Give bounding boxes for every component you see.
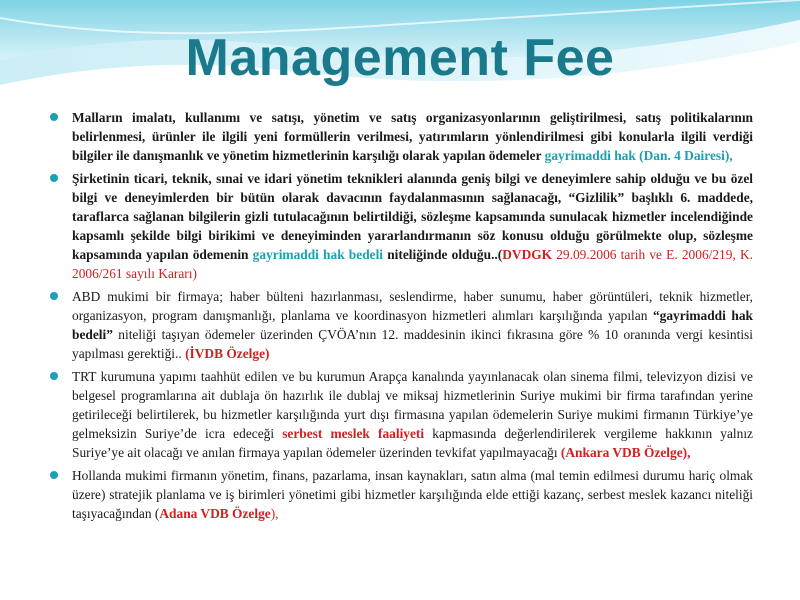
bullet-icon [50, 471, 58, 479]
citation-highlight: Adana VDB Özelge [159, 506, 271, 521]
bullet-text: niteliğinde olduğu..( [383, 247, 503, 262]
bullet-item [50, 466, 753, 523]
citation-text: 29.09.2006 tarih ve E. 2006/219, K. 2006/261 sayılı Kararı) [72, 247, 753, 281]
page-title: Management Fee [185, 29, 615, 87]
bullet-item [50, 287, 753, 363]
bullet-item [50, 108, 753, 165]
bullet-text: niteliği taşıyan ödemeler üzerinden ÇVÖA’nın 12. maddesinin ikinci fıkrasına göre % 10 oranında vergi kesintisi yapılması gerektiği.. [72, 327, 753, 361]
citation-text: ), [270, 506, 279, 521]
bullet-icon [50, 372, 58, 380]
highlight-text: gayrimaddi hak bedeli [252, 247, 384, 262]
bullet-text: ABD mukimi bir firmaya; haber bülteni hazırlanması, seslendirme, haber sunumu, haber görüntüleri, teknik hizmetler, organizasyon, program danışmanlığı, planlama ve koordinasyon hizmetleri alımları karşılığında yapılan [72, 289, 753, 323]
bullet-text: Şirketinin ticari, teknik, sınai ve idari yönetim teknikleri alanında geniş bilgi ve deneyimlere sahip olduğu ve bu özel bilgi ve deneyimlerden bir bütün olarak davacının faydalanmasının sağlanacağı, “Gizlilik” başlıklı 6. maddede, taraflarca sağlanan bilgilerin gizli tutulacağının belirtildiği, sözleşme kapsamında sunulacak hizmetler incelendiğinde kapsamlı şekilde bilgi birikimi ve deneyiminden yararlandırmanın söz konusu olduğu görülmekte olup, sözleşme kapsamında yapılan ödemenin [72, 171, 753, 262]
citation-highlight: DVDGK [502, 247, 553, 262]
bullet-item [50, 367, 753, 462]
bullet-item [50, 169, 753, 283]
highlight-text: “gayrimaddi hak bedeli” [72, 308, 753, 342]
highlight-text: gayrimaddi hak (Dan. 4 Dairesi), [544, 148, 733, 163]
bullet-list [50, 108, 753, 527]
bullet-text: Malların imalatı, kullanımı ve satışı, yönetim ve satış organizasyonlarının geliştirilmesi, satış politikalarının belirlenmesi, ürünler ile ilgili yeni formüllerin verilmesi, yatırımların yönlendirilmesi gibi konularla ilgili verdiği bilgiler ile danışmanlık ve yönetim hizmetlerinin karşılığı olarak yapılan ödemeler [72, 110, 753, 163]
bullet-text: Hollanda mukimi firmanın yönetim, finans, pazarlama, insan kaynakları, satın alma (mal temin edilmesi durumu hariç olmak üzere) stratejik planlama ve iş birimleri yönetimi gibi hizmetler karşılığında elde ettiği kazanç, serbest meslek kazancı niteliği taşıyacağından ( [72, 468, 753, 521]
citation-highlight: (İVDB Özelge) [185, 346, 270, 361]
citation-highlight: (Ankara VDB Özelge), [560, 445, 691, 460]
bullet-text: kapmasında değerlendirilerek vergileme hakkının yalnız Suriye’ye ait olacağı ve anılan firmaya yapılan ödemeler üzerinden tevkifat yapılmayacağı [72, 426, 753, 460]
bullet-text: TRT kurumuna yapımı taahhüt edilen ve bu kurumun Arapça kanalında yayınlanacak olan sinema filmi, televizyon dizisi ve belgesel programlarına ait dublaja ön hazırlık ile dublaj ve miksaj hizmetlerinin Suriye mukimi bir firma tarafından yerine getirileceği belirtilerek, bu hizmetler karşılığında yurt dışı firmasına yapılan ödemelerin Suriye mukimi firmanın Türkiye’ye gelmeksizin Suriye’de icra edeceği [72, 369, 753, 441]
bullet-icon [50, 292, 58, 300]
highlight-text: serbest meslek faaliyeti [282, 426, 425, 441]
bullet-icon [50, 174, 58, 182]
bullet-icon [50, 113, 58, 121]
